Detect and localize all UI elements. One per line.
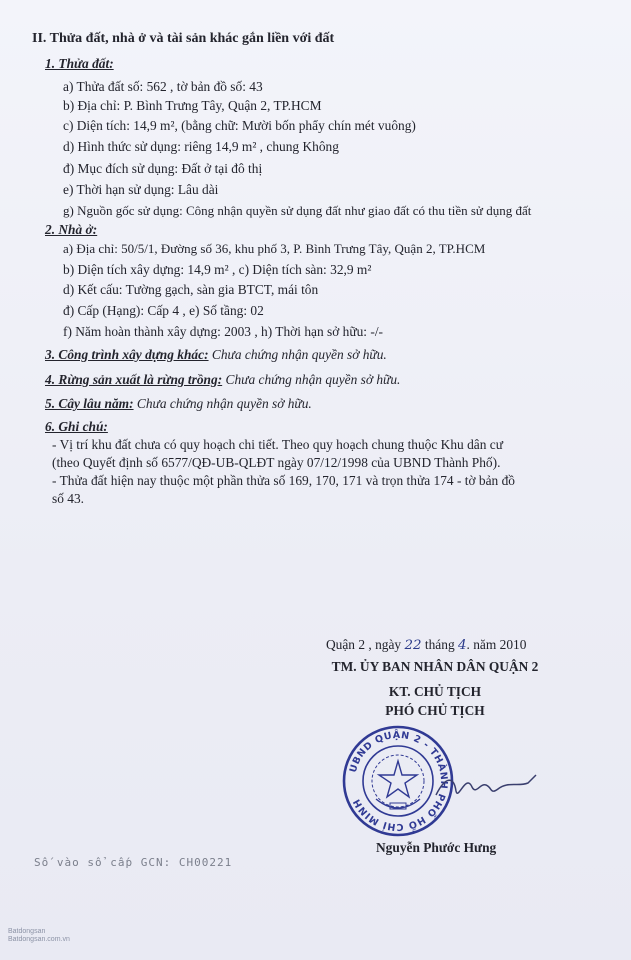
sign-org: TM. ỦY BAN NHÂN DÂN QUẬN 2 bbox=[331, 659, 539, 674]
watermark-line-1: Batdongsan bbox=[8, 928, 46, 935]
s2-address: a) Địa chỉ: 50/5/1, Đường số 36, khu phố 3, P. Bình Trưng Tây, Quận 2, TP.HCM bbox=[63, 241, 486, 256]
watermark-line-2: Batdongsan.com.vn bbox=[8, 936, 70, 943]
s5-title: 5. Cây lâu năm: bbox=[45, 396, 134, 411]
s1-address: b) Địa chỉ: P. Bình Trưng Tây, Quận 2, TP.HCM bbox=[63, 98, 322, 113]
s4-title: 4. Rừng sản xuất là rừng trồng: bbox=[45, 372, 223, 387]
date-prefix: Quận 2 , ngày bbox=[326, 637, 402, 652]
s6-title: 6. Ghi chú: bbox=[45, 419, 108, 434]
s4-row bbox=[45, 372, 400, 388]
s5-row bbox=[45, 396, 312, 412]
s2-grade-floors: đ) Cấp (Hạng): Cấp 4 , e) Số tầng: 02 bbox=[63, 303, 264, 318]
s2-area: b) Diện tích xây dựng: 14,9 m² , c) Diện tích sàn: 32,9 m² bbox=[63, 262, 372, 277]
s1-origin: g) Nguồn gốc sử dụng: Công nhận quyền sử dụng đất như giao đất có thu tiền sử dụng đất bbox=[63, 203, 532, 218]
s2-title: 2. Nhà ở: bbox=[45, 222, 98, 237]
s2-year-term: f) Năm hoàn thành xây dựng: 2003 , h) Thời hạn sở hữu: -/- bbox=[63, 324, 383, 339]
s5-text: Chưa chứng nhận quyền sở hữu. bbox=[136, 396, 312, 411]
s6-note-line-2: (theo Quyết định số 6577/QĐ-UB-QLĐT ngày 07/12/1998 của UBND Thành Phố). bbox=[52, 455, 501, 470]
s6-note-line-4: số 43. bbox=[52, 491, 84, 506]
s1-area: c) Diện tích: 14,9 m², (bằng chữ: Mười bốn phẩy chín mét vuông) bbox=[63, 118, 416, 133]
s2-structure: d) Kết cấu: Tường gạch, sàn gia BTCT, mái tôn bbox=[63, 282, 319, 297]
s1-parcel-number: a) Thửa đất số: 562 , tờ bản đồ số: 43 bbox=[63, 79, 263, 94]
s3-text: Chưa chứng nhận quyền sở hữu. bbox=[211, 347, 387, 362]
watermark bbox=[8, 928, 70, 944]
s3-row bbox=[45, 347, 387, 363]
sign-kt: KT. CHỦ TỊCH bbox=[388, 684, 482, 699]
s1-usage-form: d) Hình thức sử dụng: riêng 14,9 m² , chung Không bbox=[63, 139, 339, 154]
sign-role: PHÓ CHỦ TỊCH bbox=[385, 703, 485, 718]
registry-number: Số vào sổ cấp GCN: CH00221 bbox=[34, 856, 233, 869]
s1-purpose: đ) Mục đích sử dụng: Đất ở tại đô thị bbox=[63, 161, 263, 176]
s4-text: Chưa chứng nhận quyền sở hữu. bbox=[225, 372, 401, 387]
s3-title: 3. Công trình xây dựng khác: bbox=[45, 347, 209, 362]
sign-date bbox=[326, 637, 526, 654]
seal-ring-text: UBND QUẬN 2 - THÀNH PHỐ HỒ CHÍ MINH bbox=[347, 729, 450, 833]
s1-term: e) Thời hạn sử dụng: Lâu dài bbox=[63, 182, 219, 197]
signature-scribble-icon bbox=[432, 765, 552, 805]
section-header: II. Thửa đất, nhà ở và tài sản khác gắn liền với đất bbox=[32, 31, 335, 46]
date-month-label: tháng bbox=[424, 637, 455, 652]
s1-title: 1. Thửa đất: bbox=[45, 56, 114, 71]
s6-note-line-1: - Vị trí khu đất chưa có quy hoạch chi tiết. Theo quy hoạch chung thuộc Khu dân cư bbox=[52, 437, 503, 452]
date-month: 4 bbox=[458, 638, 467, 653]
date-year: . năm 2010 bbox=[466, 637, 527, 652]
signer-name: Nguyễn Phước Hưng bbox=[376, 840, 497, 855]
s6-note-line-3: - Thửa đất hiện nay thuộc một phần thửa số 169, 170, 171 và trọn thửa 174 - tờ bản đồ bbox=[52, 473, 515, 488]
date-day: 22 bbox=[404, 638, 422, 653]
